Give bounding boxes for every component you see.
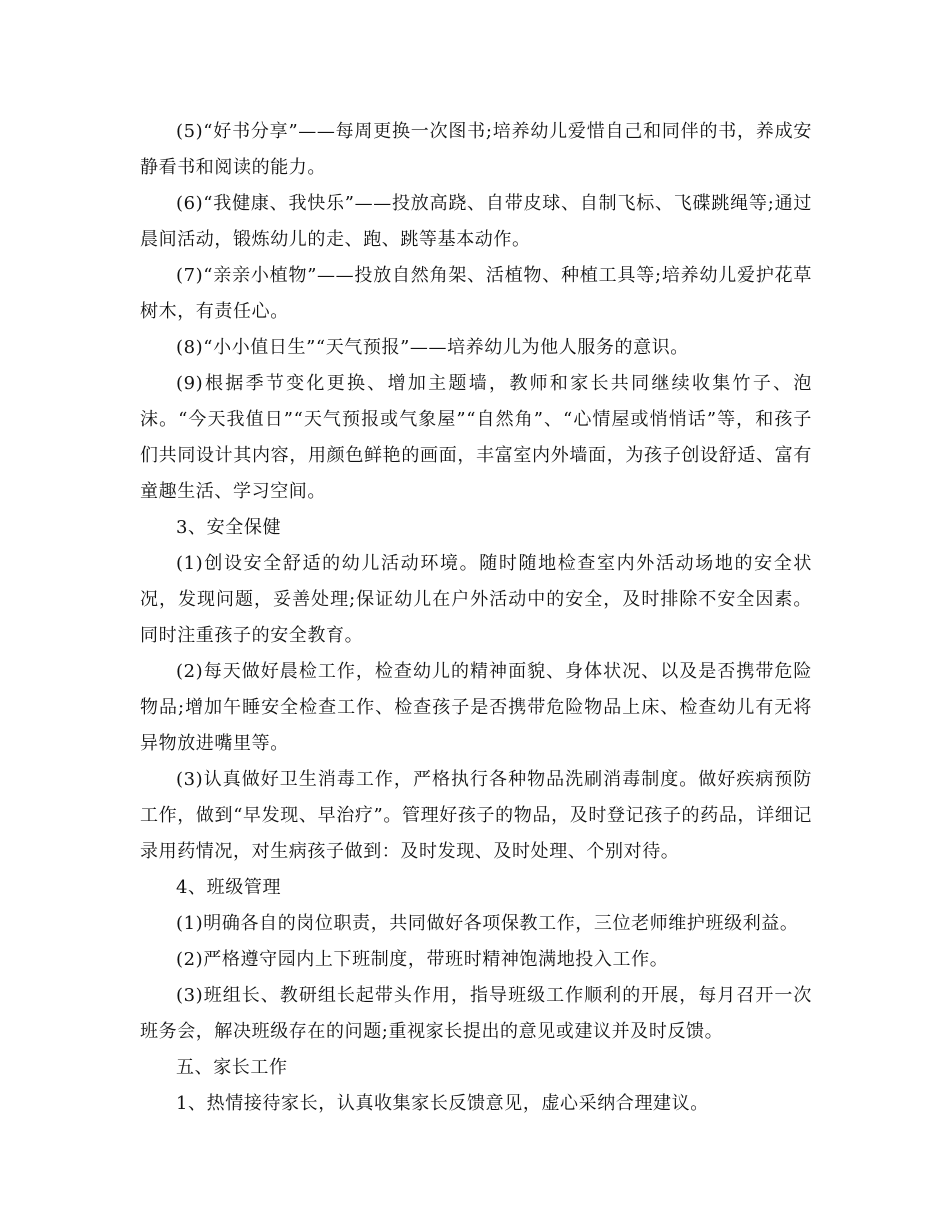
paragraph-management-3: (3)班组长、教研组长起带头作用，指导班级工作顺利的开展，每月召开一次班务会，解决班级存在的问题;重视家长提出的意见或建议并及时反馈。 [140, 985, 812, 1042]
paragraph-safety-3: (3)认真做好卫生消毒工作，严格执行各种物品洗刷消毒制度。做好疾病预防工作，做到“早发现、早治疗”。管理好孩子的物品，及时登记孩子的药品，详细记录用药情况，对生病孩子做到：及时发现、及时处理、个别对待。 [140, 769, 812, 862]
document-body [140, 114, 812, 1122]
paragraph-management-2: (2)严格遵守园内上下班制度，带班时精神饱满地投入工作。 [176, 949, 669, 970]
section-heading-safety: 3、安全保健 [176, 517, 282, 538]
paragraph-safety-1: (1)创设安全舒适的幼儿活动环境。随时随地检查室内外活动场地的安全状况，发现问题，妥善处理;保证幼儿在户外活动中的安全，及时排除不安全因素。同时注重孩子的安全教育。 [140, 553, 812, 646]
paragraph-item-7-plants: (7)“亲亲小植物”——投放自然角架、活植物、种植工具等;培养幼儿爱护花草树木，有责任心。 [140, 265, 812, 322]
section-heading-class-management: 4、班级管理 [176, 877, 282, 898]
section-heading-parent-work: 五、家长工作 [176, 1057, 288, 1078]
paragraph-item-6-health-happiness: (6)“我健康、我快乐”——投放高跷、自带皮球、自制飞标、飞碟跳绳等;通过晨间活动，锻炼幼儿的走、跑、跳等基本动作。 [140, 193, 812, 250]
paragraph-item-5-book-sharing: (5)“好书分享”——每周更换一次图书;培养幼儿爱惜自己和同伴的书，养成安静看书和阅读的能力。 [140, 121, 812, 178]
paragraph-management-1: (1)明确各自的岗位职责，共同做好各项保教工作，三位老师维护班级利益。 [176, 913, 799, 934]
paragraph-item-8-duty-weather: (8)“小小值日生”“天气预报”——培养幼儿为他人服务的意识。 [176, 337, 689, 358]
paragraph-item-9-theme-wall: (9)根据季节变化更换、增加主题墙，教师和家长共同继续收集竹子、泡沫。“今天我值日”“天气预报或气象屋”“自然角”、“心情屋或悄悄话”等，和孩子们共同设计其内容，用颜色鲜艳的画面，丰富室内外墙面，为孩子创设舒适、富有童趣生活、学习空间。 [140, 373, 812, 502]
paragraph-safety-2: (2)每天做好晨检工作，检查幼儿的精神面貌、身体状况、以及是否携带危险物品;增加午睡安全检查工作、检查孩子是否携带危险物品上床、检查幼儿有无将异物放进嘴里等。 [140, 661, 812, 754]
paragraph-parent-1: 1、热情接待家长，认真收集家长反馈意见，虚心采纳合理建议。 [176, 1093, 709, 1114]
